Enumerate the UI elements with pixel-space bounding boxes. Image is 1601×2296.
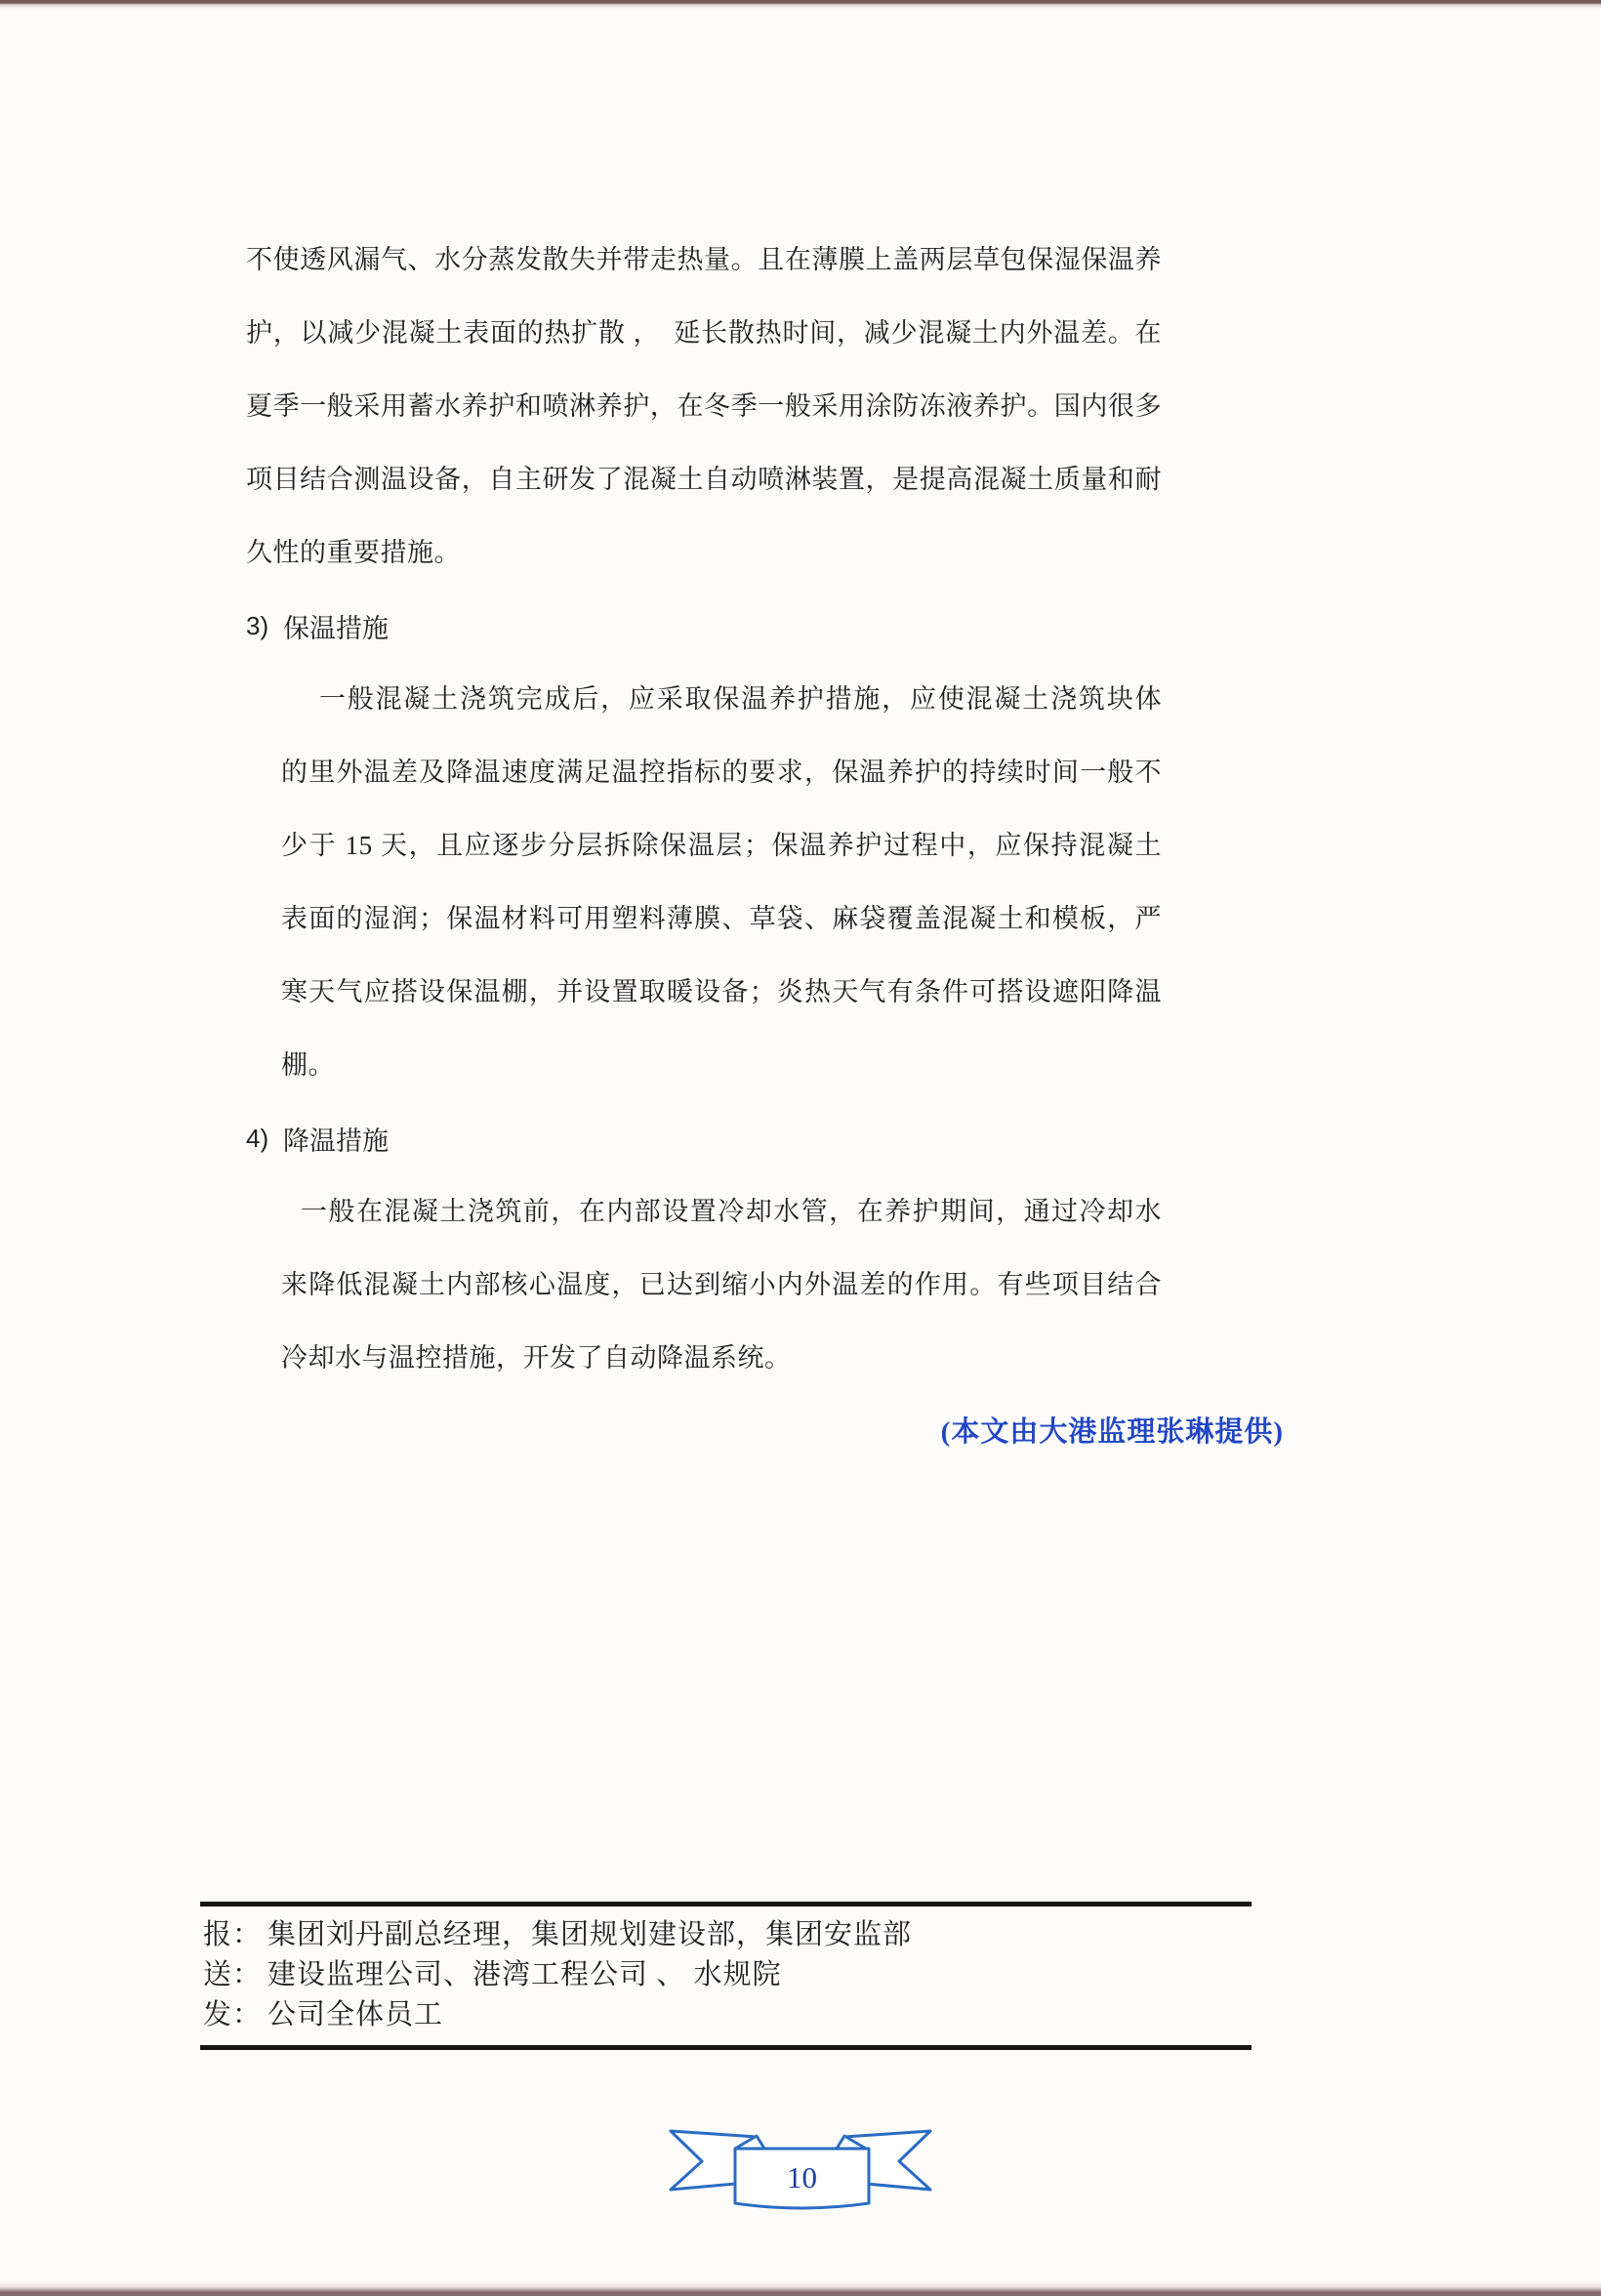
text-line: 冷却水与温控措施，开发了自动降温系统。 bbox=[281, 1343, 792, 1373]
list-item-title: 降温措施 bbox=[283, 1127, 389, 1156]
list-item-4-paragraph bbox=[281, 1175, 1162, 1395]
footer-row-bao bbox=[203, 1915, 1252, 1955]
footer-row-label: 发： bbox=[203, 1999, 263, 2030]
footer-row-song bbox=[203, 1955, 1252, 1995]
text-line: 表面的湿润；保温材料可用塑料薄膜、草袋、麻袋覆盖混凝土和模板，严 bbox=[281, 904, 1162, 933]
body-paragraph-continuation bbox=[246, 224, 1162, 590]
scan-edge-artifact-top bbox=[0, 0, 1601, 9]
text-line: 项目结合测温设备，自主研发了混凝土自动喷淋装置，是提高混凝土质量和耐 bbox=[246, 465, 1162, 494]
footer-row-text: 建设监理公司、港湾工程公司 、 水规院 bbox=[267, 1959, 782, 1990]
text-line: 少于 15 天，且应逐步分层拆除保温层；保温养护过程中，应保持混凝土 bbox=[281, 831, 1162, 860]
list-item-4-heading bbox=[246, 1102, 1162, 1175]
text-line: 久性的重要措施。 bbox=[246, 538, 461, 567]
footer-row-text: 公司全体员工 bbox=[267, 1999, 444, 2030]
text-line: 棚。 bbox=[281, 1050, 335, 1080]
footer-row-fa bbox=[203, 1995, 1252, 2035]
footer-rule-top bbox=[200, 1902, 1252, 1906]
list-item-3-paragraph bbox=[281, 663, 1162, 1102]
attribution-line: (本文由大港监理张琳提供) bbox=[940, 1416, 1284, 1448]
list-item-3-heading bbox=[246, 590, 1162, 663]
footer-row-text: 集团刘丹副总经理，集团规划建设部，集团安监部 bbox=[267, 1919, 913, 1950]
footer-rule-bottom bbox=[200, 2045, 1252, 2050]
footer-row-label: 报： bbox=[203, 1919, 263, 1950]
list-item-title: 保温措施 bbox=[283, 614, 389, 643]
text-line: 一般在混凝土浇筑前，在内部设置冷却水管，在养护期间，通过冷却水 bbox=[301, 1197, 1162, 1226]
footer-distribution-list bbox=[203, 1915, 1252, 2035]
list-marker: 4) bbox=[246, 1124, 269, 1153]
text-line: 一般混凝土浇筑完成后，应采取保温养护措施，应使混凝土浇筑块体 bbox=[319, 684, 1162, 714]
text-line: 不使透风漏气、水分蒸发散失并带走热量。且在薄膜上盖两层草包保湿保温养 bbox=[246, 245, 1162, 274]
text-line: 夏季一般采用蓄水养护和喷淋养护，在冬季一般采用涂防冻液养护。国内很多 bbox=[246, 391, 1162, 421]
text-line: 护，以减少混凝土表面的热扩散 ， 延长散热时间，减少混凝土内外温差。在 bbox=[246, 318, 1162, 348]
text-line: 来降低混凝土内部核心温度，已达到缩小内外温差的作用。有些项目结合 bbox=[281, 1270, 1162, 1299]
page-number: 10 bbox=[787, 2160, 817, 2194]
text-line: 的里外温差及降温速度满足温控指标的要求，保温养护的持续时间一般不 bbox=[281, 758, 1162, 787]
scan-edge-artifact-bottom bbox=[0, 2280, 1601, 2296]
text-line: 寒天气应搭设保温棚，并设置取暖设备；炎热天气有条件可搭设遮阳降温 bbox=[281, 977, 1162, 1006]
list-marker: 3) bbox=[246, 611, 269, 640]
footer-row-label: 送： bbox=[203, 1959, 263, 1990]
